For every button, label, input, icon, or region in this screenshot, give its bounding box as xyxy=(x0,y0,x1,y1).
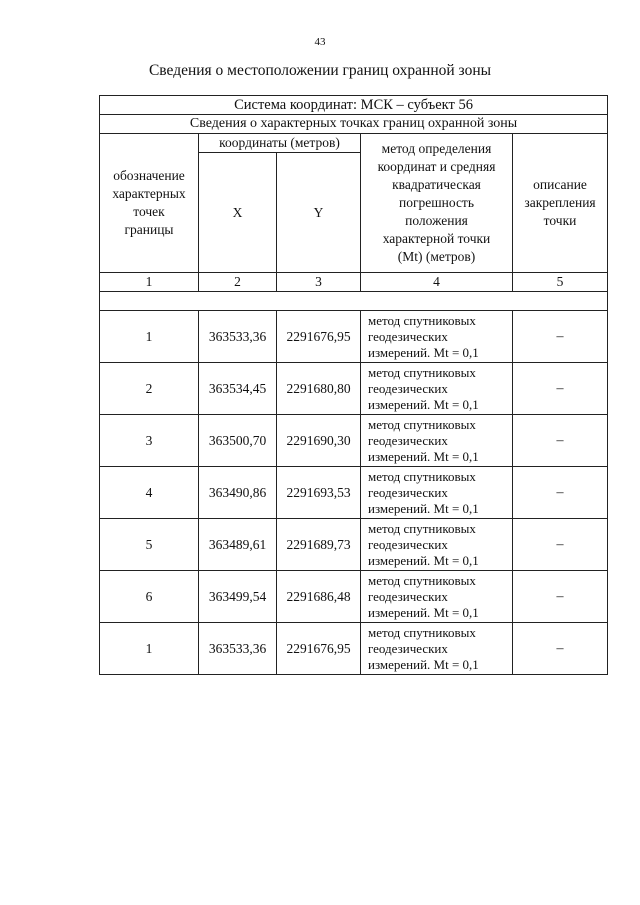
column-number: 1 xyxy=(100,273,199,292)
table-row xyxy=(100,571,608,623)
x-cell: 363489,61 xyxy=(199,519,277,571)
y-cell: 2291690,30 xyxy=(277,415,361,467)
column-number: 5 xyxy=(513,273,608,292)
method-cell: метод спутниковых геодезических измерений. Mt = 0,1 xyxy=(361,363,513,415)
method-cell: метод спутниковых геодезических измерений. Mt = 0,1 xyxy=(361,623,513,675)
column-number-row xyxy=(100,273,608,292)
description-cell: – xyxy=(513,363,608,415)
y-cell: 2291686,48 xyxy=(277,571,361,623)
x-cell: 363533,36 xyxy=(199,623,277,675)
header-method: метод определения координат и средняя квадратическая погрешность положения характерной точки (Mt) (метров) xyxy=(361,134,513,273)
point-cell: 1 xyxy=(100,311,199,363)
description-cell: – xyxy=(513,571,608,623)
description-cell: – xyxy=(513,467,608,519)
method-cell: метод спутниковых геодезических измерений. Mt = 0,1 xyxy=(361,311,513,363)
header-coordinates: координаты (метров) xyxy=(199,134,361,153)
point-cell: 5 xyxy=(100,519,199,571)
description-cell: – xyxy=(513,519,608,571)
x-cell: 363499,54 xyxy=(199,571,277,623)
x-cell: 363490,86 xyxy=(199,467,277,519)
y-cell: 2291676,95 xyxy=(277,311,361,363)
method-cell: метод спутниковых геодезических измерений. Mt = 0,1 xyxy=(361,571,513,623)
column-number: 4 xyxy=(361,273,513,292)
description-cell: – xyxy=(513,623,608,675)
method-cell: метод спутниковых геодезических измерений. Mt = 0,1 xyxy=(361,467,513,519)
point-cell: 1 xyxy=(100,623,199,675)
method-cell: метод спутниковых геодезических измерений. Mt = 0,1 xyxy=(361,519,513,571)
blank-cell xyxy=(100,292,608,311)
column-number: 2 xyxy=(199,273,277,292)
blank-row xyxy=(100,292,608,311)
y-cell: 2291693,53 xyxy=(277,467,361,519)
x-cell: 363533,36 xyxy=(199,311,277,363)
table-info-header: Сведения о характерных точках границ охранной зоны xyxy=(100,115,608,134)
header-point-designation: обозначение характерных точек границы xyxy=(100,134,199,273)
point-cell: 2 xyxy=(100,363,199,415)
table-row xyxy=(100,467,608,519)
table-row xyxy=(100,623,608,675)
description-cell: – xyxy=(513,415,608,467)
point-cell: 6 xyxy=(100,571,199,623)
header-y: Y xyxy=(277,153,361,273)
point-cell: 3 xyxy=(100,415,199,467)
y-cell: 2291680,80 xyxy=(277,363,361,415)
table-row xyxy=(100,519,608,571)
description-cell: – xyxy=(513,311,608,363)
page-number: 43 xyxy=(314,36,326,48)
table-row xyxy=(100,363,608,415)
y-cell: 2291689,73 xyxy=(277,519,361,571)
column-number: 3 xyxy=(277,273,361,292)
coordinate-system-header: Система координат: МСК – субъект 56 xyxy=(100,96,608,115)
x-cell: 363534,45 xyxy=(199,363,277,415)
coordinates-table xyxy=(99,95,608,675)
method-cell: метод спутниковых геодезических измерений. Mt = 0,1 xyxy=(361,415,513,467)
header-description: описание закрепления точки xyxy=(513,134,608,273)
x-cell: 363500,70 xyxy=(199,415,277,467)
header-x: X xyxy=(199,153,277,273)
y-cell: 2291676,95 xyxy=(277,623,361,675)
table-row xyxy=(100,311,608,363)
point-cell: 4 xyxy=(100,467,199,519)
document-title: Сведения о местоположении границ охранной зоны xyxy=(148,62,492,79)
table-row xyxy=(100,415,608,467)
